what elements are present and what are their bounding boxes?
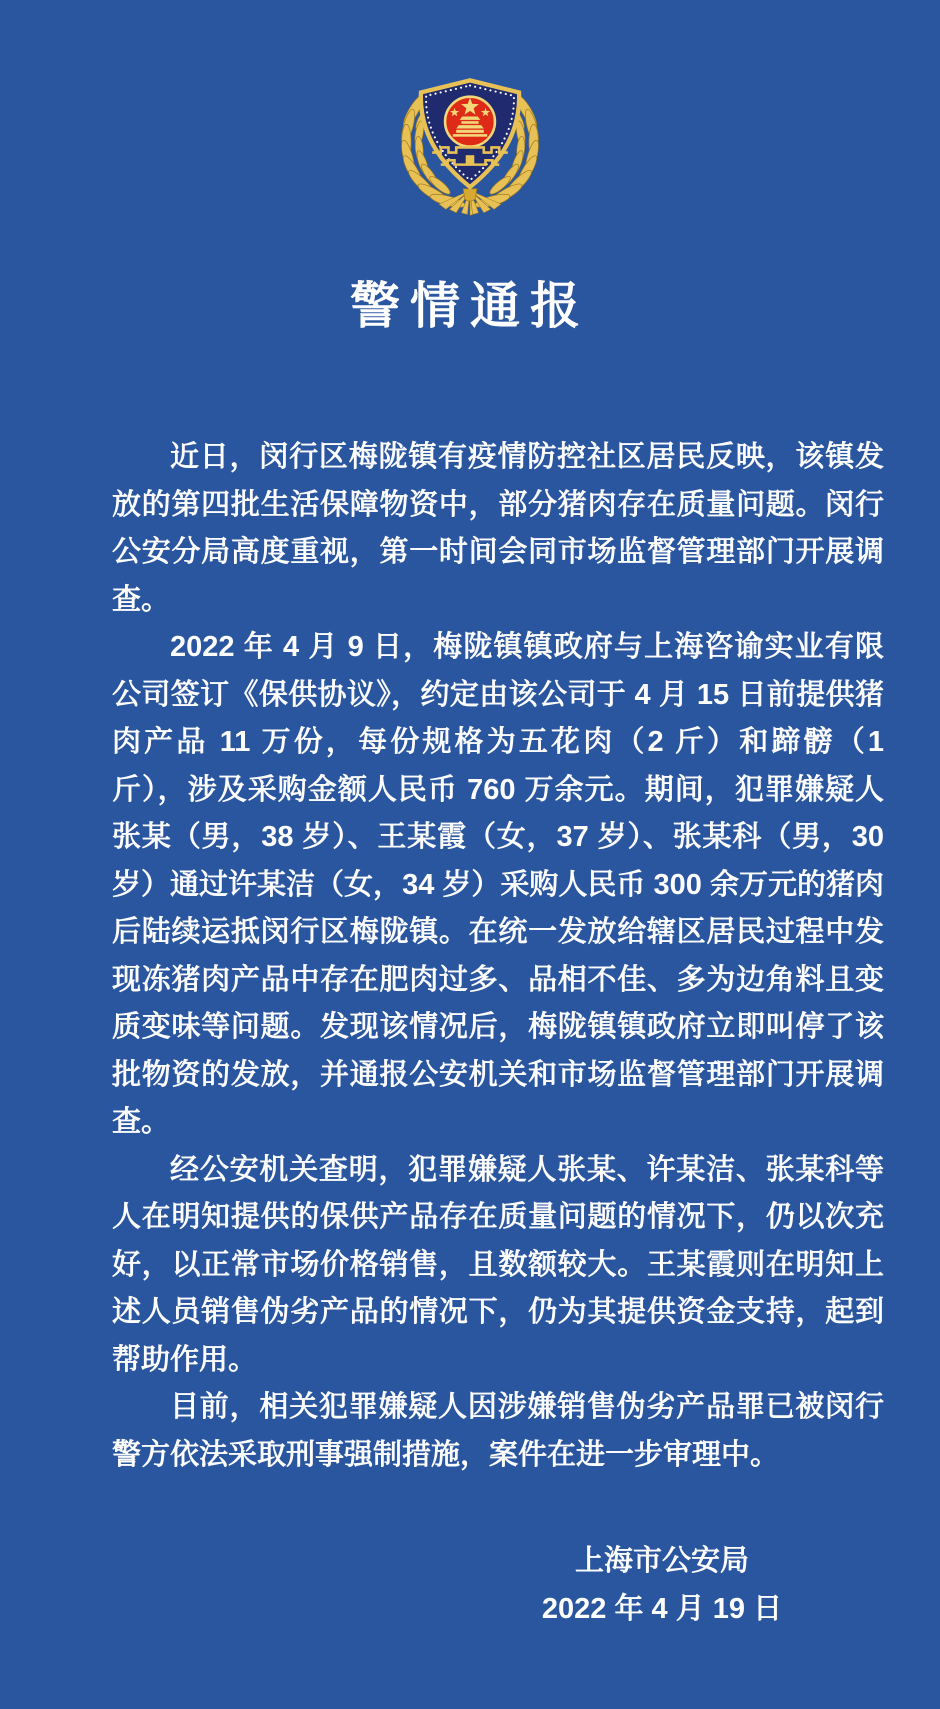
paragraph-3: 经公安机关查明，犯罪嫌疑人张某、许某洁、张某科等人在明知提供的保供产品存在质量问题的情况下，仍以次充好，以正常市场价格销售，且数额较大。王某霞则在明知上述人员销售伪劣产品的情况下，仍为其提供资金支持，起到帮助作用。 (112, 1153, 884, 1376)
police-badge-icon (384, 66, 556, 222)
issue-date: 2022 年 4 月 19 日 (541, 1593, 783, 1625)
paragraph-2: 2022 年 4 月 9 日，梅陇镇镇政府与上海咨谕实业有限公司签订《保供协议》，约定由该公司于 4 月 15 日前提供猪肉产品 11 万份，每份规格为五花肉（2 斤）和蹄髈（1 斤），涉及采购金额人民币 760 万余元。期间，犯罪嫌疑人张某（男，38 岁）、王某霞（女，37 岁）、张某科（男，30 岁）通过许某洁（女，34 岁）采购人民币 300 余万元的猪肉后陆续运抵闵行区梅陇镇。在统一发放给辖区居民过程中发现冻猪肉产品中存在肥肉过多、品相不佳、多为边角料且变质变味等问题。发现该情况后，梅陇镇镇政府立即叫停了该批物资的发放，并通报公安机关和市场监督管理部门开展调查。 (112, 631, 884, 1138)
page-title: 警情通报 (350, 278, 590, 334)
issuer-name: 上海市公安局 (574, 1545, 749, 1577)
notice-body (112, 434, 884, 1479)
paragraph-4: 目前，相关犯罪嫌疑人因涉嫌销售伪劣产品罪已被闵行警方依法采取刑事强制措施，案件在进一步审理中。 (112, 1391, 884, 1471)
signature-block (502, 1537, 822, 1633)
paragraph-1: 近日，闵行区梅陇镇有疫情防控社区居民反映，该镇发放的第四批生活保障物资中，部分猪肉存在质量问题。闵行公安分局高度重视，第一时间会同市场监督管理部门开展调查。 (112, 441, 884, 616)
